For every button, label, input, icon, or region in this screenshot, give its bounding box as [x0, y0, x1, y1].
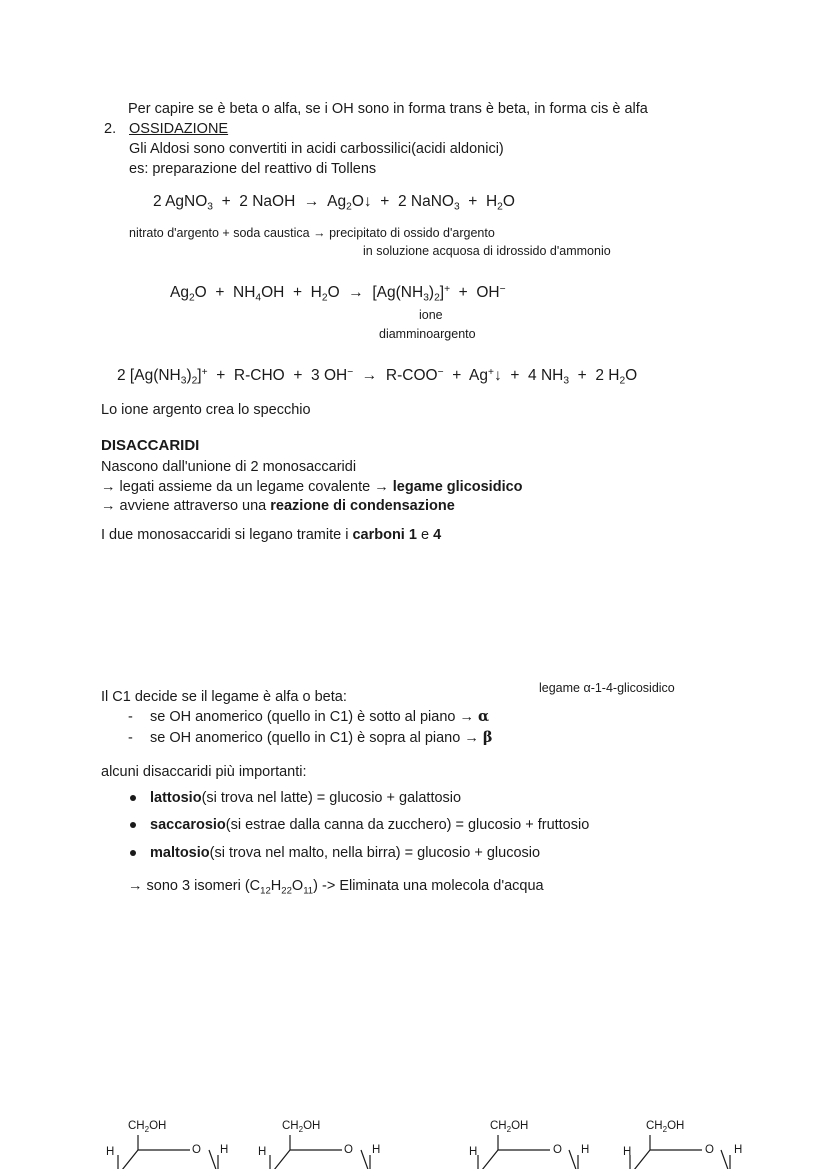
isomers-line: → sono 3 isomeri $(C_{12}H_{22}O_{11})$ -> Eliminata una molecola d'acqua: [128, 878, 544, 897]
bullet-2: [130, 822, 136, 828]
disaccaridi-line-1: Nascono dall'unione di 2 monosaccaridi: [101, 459, 357, 475]
disaccharide-lattosio: lattosio(si trova nel latte) = glucosio + galattosio: [150, 790, 462, 806]
svg-text:O: O: [344, 1144, 353, 1156]
svg-text:H: H: [220, 1144, 229, 1156]
svg-text:H: H: [734, 1144, 743, 1156]
important-line: alcuni disaccaridi più importanti:: [101, 764, 307, 780]
equation-2-note-2: diamminoargento: [379, 327, 476, 341]
svg-text:O: O: [192, 1144, 201, 1156]
c1-line: Il C1 decide se il legame è alfa o beta:: [101, 689, 347, 705]
svg-text:CH2OH: $CH_2OH$: [128, 1120, 167, 1134]
svg-text:CH2OH: $CH_2OH$: [490, 1120, 529, 1134]
disaccaridi-heading: DISACCARIDI: [101, 437, 200, 454]
svg-text:H: H: [258, 1146, 267, 1158]
section-line-2: es: preparazione del reattivo di Tollens: [129, 161, 377, 177]
disaccharide-maltosio: maltosio(si trova nel malto, nella birra) = glucosio + glucosio: [150, 845, 541, 861]
svg-text:O: O: [553, 1144, 562, 1156]
equation-1-note-right: in soluzione acquosa di idrossido d'ammonio: [363, 244, 611, 258]
equation-3: 2 $[Ag(NH_3)_2]^+ + R-CHO + 3$ OH− → R-COO− + Ag+↓ + 4 $NH_3 + 2$ $H_2O$: [117, 366, 638, 387]
section-title: OSSIDAZIONE: [129, 121, 229, 137]
disaccaridi-line-2: → legati assieme da un legame covalente → legame glicosidico: [101, 479, 523, 495]
svg-text:CH2OH: $CH_2OH$: [282, 1120, 321, 1134]
ring2-right: [360, 1150, 370, 1169]
ring1-right: [208, 1150, 218, 1169]
equation-2-note-1: ione: [419, 308, 443, 322]
svg-text:H: H: [469, 1146, 478, 1158]
c1-item-2: se OH anomerico (quello in C1) è sopra al piano → β: [150, 729, 493, 746]
diagram-labels: [103, 1120, 744, 1169]
c1-item-1: se OH anomerico (quello in C1) è sotto al piano → α: [150, 708, 490, 725]
svg-text:H: H: [581, 1144, 590, 1156]
svg-text:H: H: [623, 1146, 632, 1158]
c1-dash-2: -: [128, 730, 133, 746]
diagram-caption: legame α-1-4-glicosidico: [539, 681, 675, 695]
c1-dash-1: -: [128, 709, 133, 725]
equation-2: $Ag_2O + NH_4OH + H_2O \to [Ag(NH_3)_2]^+ + OH^-$: [170, 283, 506, 304]
disaccaridi-line-4: I due monosaccaridi si legano tramite i carboni 1 e 4: [101, 527, 442, 543]
ring2-top: [270, 1150, 342, 1169]
ring1-top: [118, 1150, 190, 1169]
disaccharide-saccarosio: saccarosio(si estrae dalla canna da zucchero) = glucosio + fruttosio: [150, 817, 590, 833]
equation-1-note-left: nitrato d'argento + soda caustica → precipitato di ossido d'argento: [129, 226, 495, 240]
svg-text:O: O: [705, 1144, 714, 1156]
bullet-3: [130, 850, 136, 856]
svg-text:CH2OH: $CH_2OH$: [646, 1120, 685, 1134]
section-number: 2.: [104, 121, 117, 137]
section-line-1: Gli Aldosi sono convertiti in acidi carbossilici(acidi aldonici): [129, 141, 504, 157]
intro-line: Per capire se è beta o alfa, se i OH sono in forma trans è beta, in forma cis è alfa: [128, 101, 648, 117]
svg-text:H: H: [372, 1144, 381, 1156]
equation-1: 2 AgNO$_3$ + 2 NaOH → $Ag_2O↓ + 2$ NaNO$_3$ + $H_2O$: [153, 193, 515, 213]
disaccaridi-line-3: → avviene attraverso una reazione di condensazione: [101, 498, 455, 514]
mirror-line: Lo ione argento crea lo specchio: [101, 402, 311, 418]
svg-text:H: H: [106, 1146, 115, 1158]
bullet-1: [130, 795, 136, 801]
